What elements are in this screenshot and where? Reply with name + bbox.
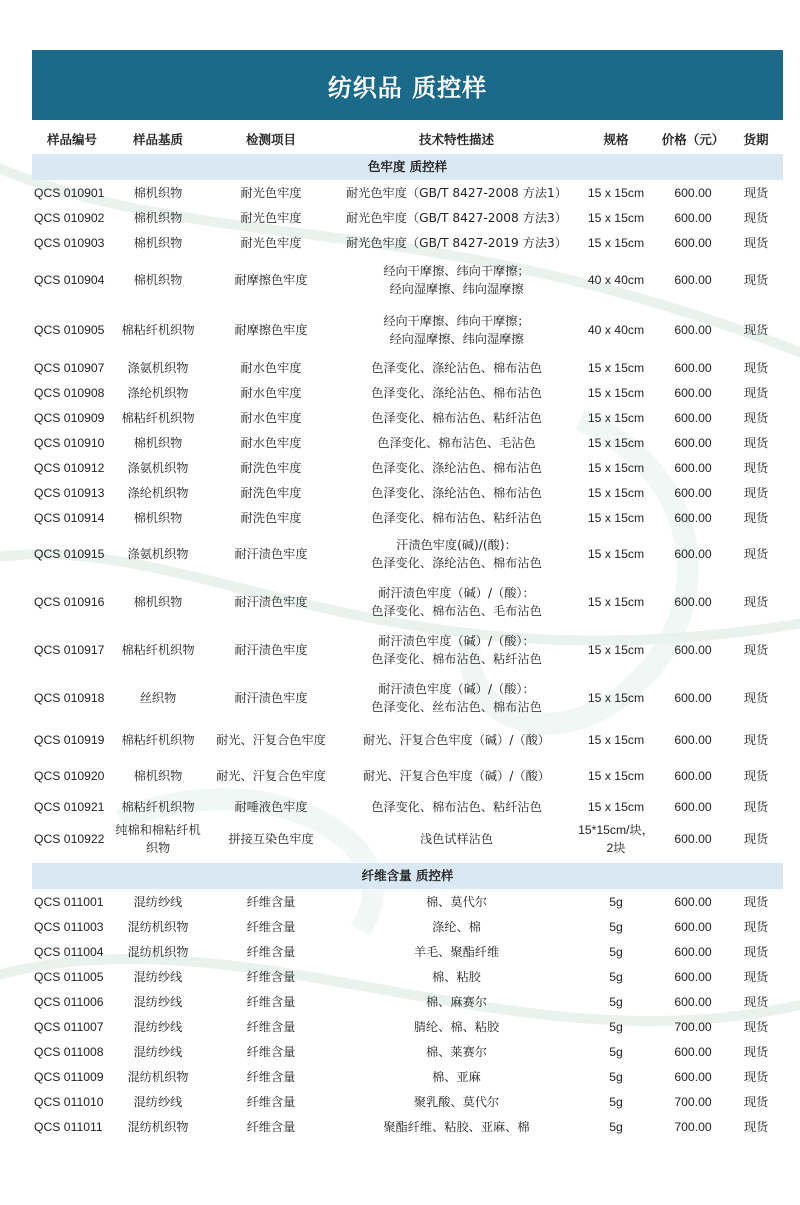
test-item: 拼接互染色牢度 (228, 832, 314, 846)
description-line: 色泽变化、涤纶沾色、棉布沾色 (371, 460, 542, 475)
description-line: 耐光、汗复合色牢度（碱）/（酸） (363, 733, 550, 747)
spec-value: 15 x 15cm (587, 733, 645, 747)
price-value: 600.00 (674, 547, 712, 561)
test-item: 纤维含量 (246, 944, 296, 959)
description-line: 色泽变化、棉布沾色、粘纤沾色 (371, 652, 542, 666)
price-value: 600.00 (674, 360, 712, 375)
spec-value: 15 x 15cm (587, 435, 645, 450)
sample-matrix: 混纺机织物 (127, 1119, 189, 1134)
delivery-status: 现货 (743, 460, 769, 475)
table-row (32, 964, 783, 989)
delivery-status: 现货 (743, 510, 769, 525)
test-item: 耐光色牢度 (240, 235, 302, 250)
table-row (32, 255, 783, 305)
sample-matrix: 棉粘纤机织物 (121, 733, 195, 747)
test-item: 耐摩擦色牢度 (234, 273, 308, 287)
spec-value: 15 x 15cm (587, 547, 645, 561)
description-cell (338, 355, 575, 380)
test-item: 耐洗色牢度 (240, 485, 302, 500)
price-value: 600.00 (674, 733, 712, 747)
delivery-status: 现货 (743, 643, 769, 657)
description-cell (338, 305, 575, 355)
spec-value: 5g (609, 919, 623, 934)
table-row (32, 819, 783, 859)
table-row (32, 480, 783, 505)
sample-matrix: 棉机织物 (133, 435, 183, 450)
delivery-status: 现货 (743, 832, 769, 846)
test-item: 耐汗渍色牢度 (234, 643, 308, 657)
table-row (32, 455, 783, 480)
description-cell (338, 889, 575, 914)
test-item: 耐唾液色牢度 (234, 799, 308, 814)
price-value: 600.00 (674, 210, 712, 225)
delivery-status: 现货 (743, 360, 769, 375)
sample-code: QCS 010907 (34, 360, 105, 375)
spec-value: 5g (609, 969, 623, 984)
spec-value: 15 x 15cm (587, 460, 645, 475)
sample-code: QCS 011007 (34, 1019, 104, 1034)
price-value: 600.00 (674, 944, 712, 959)
price-value: 600.00 (674, 410, 712, 425)
page-title: 纺织品 质控样 (32, 50, 783, 120)
description-cell (338, 578, 575, 626)
description-cell (338, 626, 575, 674)
delivery-status: 现货 (743, 547, 769, 561)
spec-value: 5g (609, 1019, 623, 1034)
description-cell (338, 380, 575, 405)
sample-code: QCS 010918 (34, 691, 105, 705)
description-line: 经向湿摩擦、纬向湿摩擦 (389, 282, 524, 296)
table-row (32, 1114, 783, 1139)
sample-matrix: 棉粘纤机织物 (121, 410, 195, 425)
sample-code: QCS 010912 (34, 460, 105, 475)
delivery-status: 现货 (743, 323, 769, 337)
sample-matrix: 混纺纱线 (133, 894, 183, 909)
price-value: 600.00 (674, 691, 712, 705)
spec-value: 15 x 15cm (587, 210, 645, 225)
test-item: 纤维含量 (246, 1094, 296, 1109)
spec-value: 15 x 15cm (587, 799, 645, 814)
sample-code: QCS 010915 (34, 547, 105, 561)
description-line: 棉、莱赛尔 (426, 1044, 487, 1059)
price-value: 600.00 (674, 969, 712, 984)
sample-code: QCS 010921 (34, 799, 105, 814)
price-value: 600.00 (674, 1069, 712, 1084)
spec-value: 15 x 15cm (587, 185, 645, 200)
description-line: 棉、麻赛尔 (426, 994, 487, 1009)
description-cell (338, 1114, 575, 1139)
delivery-status: 现货 (743, 1069, 769, 1084)
price-value: 700.00 (674, 1119, 712, 1134)
delivery-status: 现货 (743, 733, 769, 747)
test-item: 耐汗渍色牢度 (234, 595, 308, 609)
test-item: 耐洗色牢度 (240, 460, 302, 475)
description-line: 色泽变化、涤纶沾色、棉布沾色 (371, 385, 542, 400)
delivery-status: 现货 (743, 1019, 769, 1034)
description-cell (338, 255, 575, 305)
table-row (32, 1039, 783, 1064)
description-line: 耐光色牢度（GB/T 8427-2008 方法1） (346, 185, 567, 200)
sample-matrix: 棉机织物 (133, 769, 183, 783)
delivery-status: 现货 (743, 595, 769, 609)
description-cell (338, 1089, 575, 1114)
table-row (32, 305, 783, 355)
delivery-status: 现货 (743, 273, 769, 287)
delivery-status: 现货 (743, 185, 769, 200)
section-title: 色牢度 质控样 (32, 154, 783, 180)
catalog-table (32, 126, 783, 1139)
test-item: 耐水色牢度 (240, 410, 302, 425)
delivery-status: 现货 (743, 1094, 769, 1109)
price-value: 600.00 (674, 894, 712, 909)
sample-code: QCS 011004 (34, 944, 104, 959)
description-line: 耐汗渍色牢度（碱）/（酸）： (378, 586, 535, 600)
price-value: 700.00 (674, 1019, 712, 1034)
test-item: 耐光、汗复合色牢度 (216, 733, 326, 747)
sample-code: QCS 010904 (34, 273, 105, 287)
delivery-status: 现货 (743, 769, 769, 783)
spec-value: 40 x 40cm (587, 273, 645, 287)
description-line: 经向干摩擦、纬向干摩擦； (383, 314, 530, 328)
section-header-row (32, 154, 783, 180)
price-value: 700.00 (674, 1094, 712, 1109)
sample-code: QCS 010909 (34, 410, 105, 425)
table-row (32, 1089, 783, 1114)
sample-code: QCS 011003 (34, 919, 104, 934)
test-item: 耐汗渍色牢度 (234, 547, 308, 561)
col-header-item: 检测项目 (245, 132, 296, 147)
description-line: 棉、莫代尔 (426, 894, 487, 909)
description-cell (338, 989, 575, 1014)
description-cell (338, 914, 575, 939)
sample-matrix: 棉机织物 (133, 210, 183, 225)
test-item: 耐水色牢度 (240, 360, 302, 375)
description-line: 浅色试样沾色 (419, 832, 494, 846)
test-item: 纤维含量 (246, 1044, 296, 1059)
sample-code: QCS 010916 (34, 595, 105, 609)
sample-matrix: 混纺纱线 (133, 1019, 183, 1034)
table-row (32, 578, 783, 626)
price-value: 600.00 (674, 273, 712, 287)
spec-value: 5g (609, 994, 623, 1009)
sample-code: QCS 010908 (34, 385, 105, 400)
description-cell (338, 939, 575, 964)
spec-value: 15 x 15cm (587, 769, 645, 783)
delivery-status: 现货 (743, 235, 769, 250)
price-value: 600.00 (674, 1044, 712, 1059)
sample-matrix: 棉机织物 (133, 273, 183, 287)
sample-matrix: 涤氨机织物 (127, 547, 189, 561)
table-row (32, 205, 783, 230)
sample-code: QCS 010913 (34, 485, 105, 500)
sample-matrix: 棉机织物 (133, 595, 183, 609)
test-item: 耐光色牢度 (240, 210, 302, 225)
delivery-status: 现货 (743, 1044, 769, 1059)
description-line: 色泽变化、棉布沾色、粘纤沾色 (371, 510, 542, 525)
col-header-matrix: 样品基质 (132, 132, 183, 147)
sample-matrix: 混纺机织物 (127, 944, 189, 959)
sample-code: QCS 010914 (34, 510, 105, 525)
col-header-delivery: 货期 (743, 132, 769, 147)
delivery-status: 现货 (743, 691, 769, 705)
col-header-price: 价格（元） (661, 132, 725, 147)
price-value: 600.00 (674, 643, 712, 657)
test-item: 纤维含量 (246, 969, 296, 984)
sample-matrix: 棉粘纤机织物 (121, 799, 195, 814)
spec-value: 40 x 40cm (587, 323, 645, 337)
description-line: 色泽变化、涤纶沾色、棉布沾色 (371, 485, 542, 500)
description-cell (338, 180, 575, 205)
delivery-status: 现货 (743, 435, 769, 450)
spec-value: 15 x 15cm (587, 385, 645, 400)
price-value: 600.00 (674, 919, 712, 934)
description-line: 色泽变化、棉布沾色、毛沾色 (377, 435, 536, 450)
test-item: 纤维含量 (246, 1069, 296, 1084)
table-row (32, 405, 783, 430)
delivery-status: 现货 (743, 210, 769, 225)
table-row (32, 989, 783, 1014)
spec-value: 5g (609, 1119, 623, 1134)
sample-code: QCS 011006 (34, 994, 104, 1009)
price-value: 600.00 (674, 323, 712, 337)
spec-value: 15*15cm/块，2块 (578, 823, 654, 855)
table-row (32, 180, 783, 205)
delivery-status: 现货 (743, 944, 769, 959)
description-line: 耐汗渍色牢度（碱）/（酸）： (378, 634, 535, 648)
description-line: 色泽变化、丝布沾色、棉布沾色 (371, 700, 542, 714)
price-value: 600.00 (674, 460, 712, 475)
description-cell (338, 758, 575, 794)
delivery-status: 现货 (743, 894, 769, 909)
sample-matrix: 混纺纱线 (133, 1044, 183, 1059)
table-row (32, 230, 783, 255)
spec-value: 15 x 15cm (587, 360, 645, 375)
test-item: 耐光色牢度 (240, 185, 302, 200)
description-cell (338, 794, 575, 819)
test-item: 耐汗渍色牢度 (234, 691, 308, 705)
description-line: 棉、粘胶 (432, 969, 481, 984)
description-line: 色泽变化、涤纶沾色、棉布沾色 (371, 556, 542, 570)
description-cell (338, 530, 575, 578)
delivery-status: 现货 (743, 1119, 769, 1134)
spec-value: 15 x 15cm (587, 595, 645, 609)
description-line: 耐汗渍色牢度（碱）/（酸）： (378, 682, 535, 696)
spec-value: 15 x 15cm (587, 643, 645, 657)
description-line: 色泽变化、棉布沾色、毛布沾色 (371, 604, 542, 618)
description-line: 经向湿摩擦、纬向湿摩擦 (389, 332, 524, 346)
delivery-status: 现货 (743, 994, 769, 1009)
description-cell (338, 405, 575, 430)
section-title: 纤维含量 质控样 (32, 863, 783, 889)
table-row (32, 914, 783, 939)
test-item: 耐水色牢度 (240, 385, 302, 400)
sample-matrix: 棉粘纤机织物 (121, 323, 195, 337)
spec-value: 5g (609, 894, 623, 909)
sample-matrix: 棉粘纤机织物 (121, 643, 195, 657)
sample-code: QCS 010922 (34, 832, 105, 846)
description-cell (338, 430, 575, 455)
description-cell (338, 1014, 575, 1039)
sample-matrix: 混纺纱线 (133, 1094, 183, 1109)
test-item: 纤维含量 (246, 1119, 296, 1134)
sample-code: QCS 010905 (34, 323, 105, 337)
delivery-status: 现货 (743, 919, 769, 934)
price-value: 600.00 (674, 832, 712, 846)
description-line: 耐光色牢度（GB/T 8427-2008 方法3） (346, 210, 567, 225)
sample-matrix: 棉机织物 (133, 185, 183, 200)
description-cell (338, 964, 575, 989)
table-header-row (32, 126, 783, 154)
sample-code: QCS 011008 (34, 1044, 104, 1059)
test-item: 纤维含量 (246, 894, 296, 909)
delivery-status: 现货 (743, 485, 769, 500)
sample-matrix: 混纺纱线 (133, 969, 183, 984)
description-cell (338, 480, 575, 505)
description-line: 涤纶、棉 (432, 919, 481, 934)
description-line: 耐光色牢度（GB/T 8427-2019 方法3） (346, 235, 567, 250)
sample-code: QCS 010902 (34, 210, 105, 225)
sample-matrix: 棉机织物 (133, 510, 183, 525)
description-line: 聚乳酸、莫代尔 (413, 1094, 500, 1109)
sample-matrix: 棉机织物 (133, 235, 183, 250)
sample-matrix: 涤氨机织物 (127, 360, 189, 375)
sample-matrix: 混纺机织物 (127, 919, 189, 934)
description-line: 腈纶、棉、粘胶 (413, 1019, 500, 1034)
price-value: 600.00 (674, 994, 712, 1009)
price-value: 600.00 (674, 595, 712, 609)
sample-code: QCS 011011 (34, 1119, 103, 1134)
description-cell (338, 674, 575, 722)
price-value: 600.00 (674, 799, 712, 814)
sample-code: QCS 011001 (34, 894, 104, 909)
description-cell (338, 230, 575, 255)
delivery-status: 现货 (743, 385, 769, 400)
col-header-code: 样品编号 (46, 132, 97, 147)
test-item: 纤维含量 (246, 1019, 296, 1034)
spec-value: 5g (609, 1044, 623, 1059)
sample-matrix: 涤纶机织物 (127, 485, 189, 500)
spec-value: 5g (609, 1069, 623, 1084)
description-line: 汗渍色牢度(碱)/(酸)： (396, 538, 517, 552)
test-item: 耐水色牢度 (240, 435, 302, 450)
table-row (32, 355, 783, 380)
sample-matrix: 混纺机织物 (127, 1069, 189, 1084)
test-item: 纤维含量 (246, 919, 296, 934)
sample-matrix: 涤氨机织物 (127, 460, 189, 475)
description-line: 棉、亚麻 (432, 1069, 481, 1084)
table-row (32, 1014, 783, 1039)
spec-value: 15 x 15cm (587, 410, 645, 425)
test-item: 纤维含量 (246, 994, 296, 1009)
table-row (32, 1064, 783, 1089)
sample-matrix: 混纺纱线 (133, 994, 183, 1009)
col-header-spec: 规格 (603, 132, 629, 147)
table-row (32, 505, 783, 530)
price-value: 600.00 (674, 510, 712, 525)
table-row (32, 430, 783, 455)
delivery-status: 现货 (743, 799, 769, 814)
table-row (32, 939, 783, 964)
sample-code: QCS 010901 (34, 185, 105, 200)
price-value: 600.00 (674, 485, 712, 500)
price-value: 600.00 (674, 769, 712, 783)
sample-code: QCS 010910 (34, 435, 105, 450)
spec-value: 15 x 15cm (587, 510, 645, 525)
test-item: 耐洗色牢度 (240, 510, 302, 525)
price-value: 600.00 (674, 435, 712, 450)
price-value: 600.00 (674, 385, 712, 400)
spec-value: 15 x 15cm (587, 485, 645, 500)
description-line: 色泽变化、涤纶沾色、棉布沾色 (371, 360, 542, 375)
table-row (32, 889, 783, 914)
sample-matrix: 丝织物 (139, 691, 177, 705)
test-item: 耐光、汗复合色牢度 (216, 769, 326, 783)
price-value: 600.00 (674, 235, 712, 250)
table-row (32, 674, 783, 722)
delivery-status: 现货 (743, 969, 769, 984)
sample-code: QCS 011005 (34, 969, 104, 984)
description-line: 羊毛、聚酯纤维 (413, 944, 500, 959)
description-cell (338, 819, 575, 859)
sample-matrix: 纯棉和棉粘纤机织物 (115, 823, 201, 855)
sample-code: QCS 010919 (34, 733, 105, 747)
description-cell (338, 1064, 575, 1089)
table-row (32, 530, 783, 578)
description-cell (338, 455, 575, 480)
description-line: 色泽变化、棉布沾色、粘纤沾色 (371, 799, 542, 814)
description-line: 聚酯纤维、粘胶、亚麻、棉 (383, 1119, 530, 1134)
test-item: 耐摩擦色牢度 (234, 323, 308, 337)
description-line: 经向干摩擦、纬向干摩擦； (383, 264, 530, 278)
table-row (32, 794, 783, 819)
spec-value: 15 x 15cm (587, 691, 645, 705)
section-header-row (32, 863, 783, 889)
table-row (32, 380, 783, 405)
sample-code: QCS 010903 (34, 235, 105, 250)
description-cell (338, 722, 575, 758)
table-row (32, 722, 783, 758)
sample-code: QCS 010917 (34, 643, 105, 657)
sample-code: QCS 011009 (34, 1069, 104, 1084)
sample-code: QCS 011010 (34, 1094, 104, 1109)
sample-code: QCS 010920 (34, 769, 105, 783)
col-header-description: 技术特性描述 (418, 132, 494, 147)
description-cell (338, 505, 575, 530)
spec-value: 15 x 15cm (587, 235, 645, 250)
spec-value: 5g (609, 1094, 623, 1109)
delivery-status: 现货 (743, 410, 769, 425)
table-row (32, 626, 783, 674)
spec-value: 5g (609, 944, 623, 959)
description-line: 耐光、汗复合色牢度（碱）/（酸） (363, 769, 550, 783)
price-value: 600.00 (674, 185, 712, 200)
description-line: 色泽变化、棉布沾色、粘纤沾色 (371, 410, 542, 425)
description-cell (338, 1039, 575, 1064)
sample-matrix: 涤纶机织物 (127, 385, 189, 400)
description-cell (338, 205, 575, 230)
table-row (32, 758, 783, 794)
